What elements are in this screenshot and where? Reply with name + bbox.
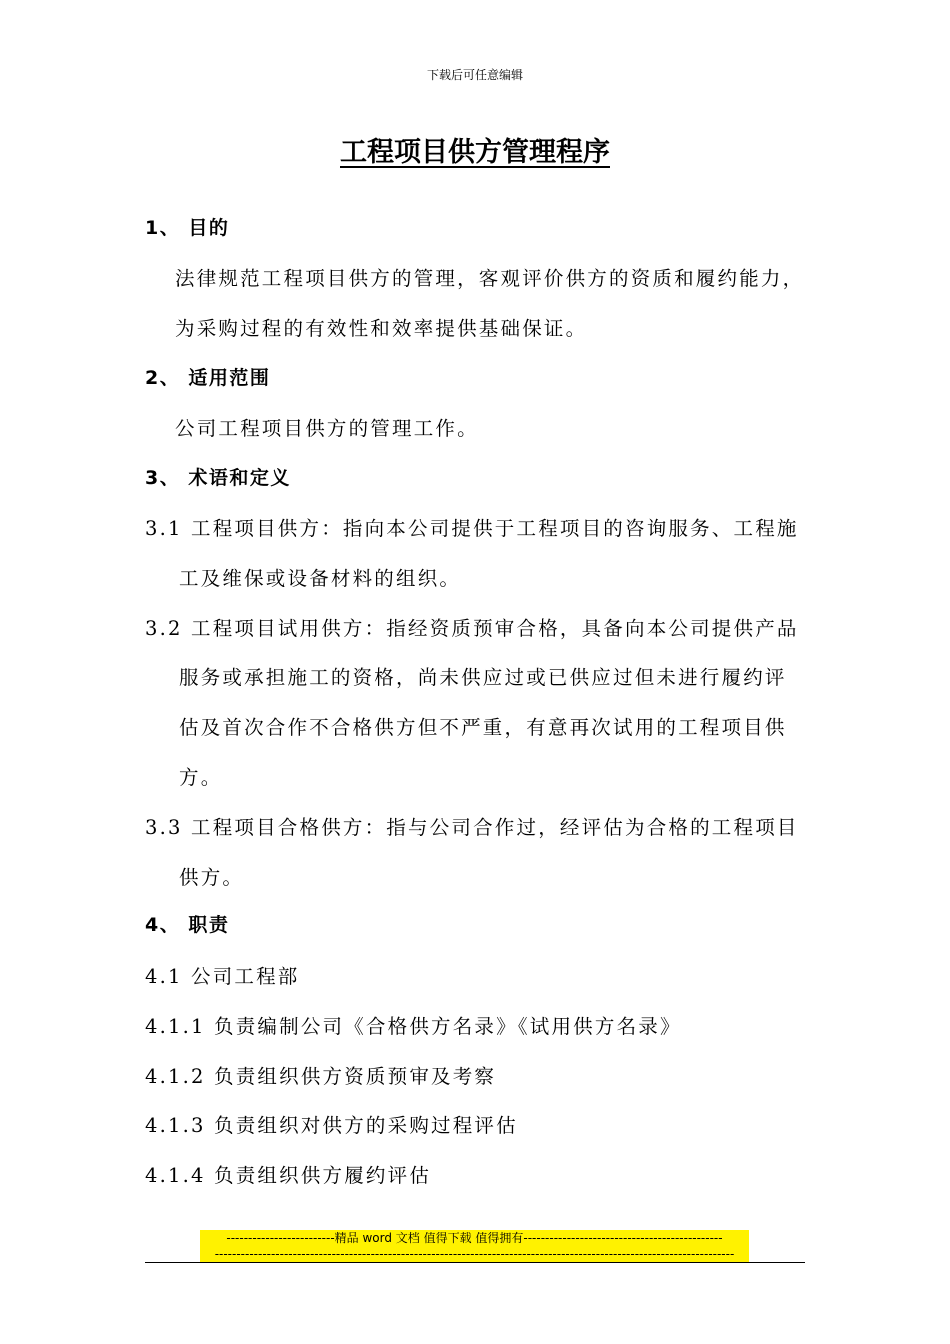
footer-banner-line-2: ------------------------------------------------------------------------------------------------------------------------ xyxy=(200,1246,749,1262)
responsibility-4-1-4: 4.1.4 负责组织供方履约评估 xyxy=(145,1164,432,1187)
definition-3-1-line-2: 工及维保或设备材料的组织。 xyxy=(179,567,462,590)
document-title xyxy=(0,130,950,169)
definition-3-2-line-3: 估及首次合作不合格供方但不严重，有意再次试用的工程项目供 xyxy=(179,716,787,739)
document-title-text: 工程项目供方管理程序 xyxy=(340,137,610,168)
definition-3-2-line-4: 方。 xyxy=(179,766,223,789)
section-1-paragraph-line-1: 法律规范工程项目供方的管理，客观评价供方的资质和履约能力， xyxy=(175,267,805,290)
section-2-heading: 2、 适用范围 xyxy=(145,367,271,389)
definition-3-2-line-1: 3.2 工程项目试用供方：指经资质预审合格，具备向本公司提供产品 xyxy=(145,617,799,640)
definition-3-1-line-1: 3.1 工程项目供方：指向本公司提供于工程项目的咨询服务、工程施 xyxy=(145,517,799,540)
footer-banner-line-1: -------------------------精品 word 文档 值得下载 值得拥有---------------------------------------------- xyxy=(200,1230,749,1246)
responsibility-4-1-2: 4.1.2 负责组织供方资质预审及考察 xyxy=(145,1065,497,1088)
responsibility-4-1-3: 4.1.3 负责组织对供方的采购过程评估 xyxy=(145,1114,518,1137)
section-1-paragraph-line-2: 为采购过程的有效性和效率提供基础保证。 xyxy=(175,317,588,340)
section-1-heading: 1、 目的 xyxy=(145,217,230,239)
section-4-heading: 4、 职责 xyxy=(145,914,230,936)
definition-3-3-line-1: 3.3 工程项目合格供方：指与公司合作过，经评估为合格的工程项目 xyxy=(145,816,799,839)
definition-3-2-line-2: 服务或承担施工的资格，尚未供应过或已供应过但未进行履约评 xyxy=(179,666,787,689)
section-3-heading: 3、 术语和定义 xyxy=(145,467,291,489)
section-2-paragraph: 公司工程项目供方的管理工作。 xyxy=(175,417,479,440)
responsibility-4-1: 4.1 公司工程部 xyxy=(145,965,300,988)
responsibility-4-1-1: 4.1.1 负责编制公司《合格供方名录》《试用供方名录》 xyxy=(145,1015,682,1038)
footer-rule xyxy=(145,1262,805,1263)
page-header-note: 下载后可任意编辑 xyxy=(426,68,523,82)
definition-3-3-line-2: 供方。 xyxy=(179,866,245,889)
